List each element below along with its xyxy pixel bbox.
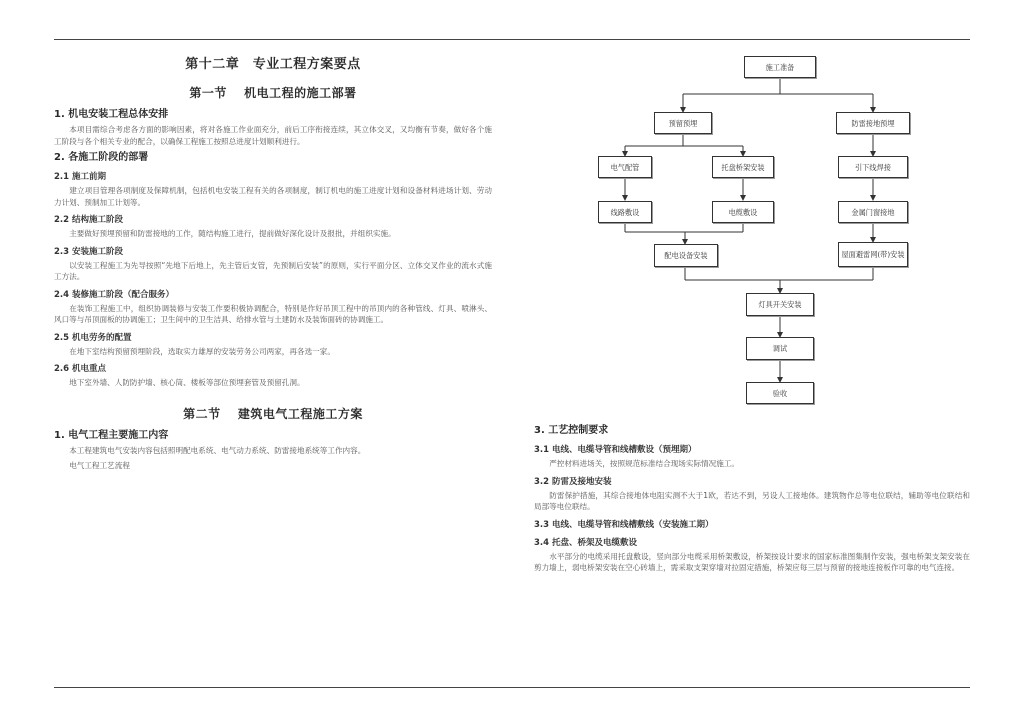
heading-conduit-installation: 3.3 电线、电缆导管和线槽敷线（安装施工期）: [534, 519, 714, 530]
heading-process-control: 3. 工艺控制要求: [534, 425, 609, 436]
heading-conduit-embedding: 3.1 电线、电缆导管和线槽敷设（预埋期）: [534, 445, 697, 455]
paragraph-conduit-embedding: 严控材料进场关，按照规范标准结合现场实际情况施工。: [549, 459, 740, 468]
paragraph-decoration-stage: 在装饰工程施工中，组织协调装修与安装工作要积极协调配合，特别是作好吊顶工程中的吊顶内的各种管线、灯具、喷淋头、风口等与吊顶面板的协调施工；卫生间中的卫生洁具、给排水管与土建防水及装饰面砖的协调施工。: [54, 303, 492, 324]
paragraph-overall-arrangement: 本项目需综合考虑各方面的影响因素，将对各施工作业面充分，前后工序衔接连续，其立体交叉，又均衡有节奏，做好各个施工阶段与各个相关专业的配合，以确保工程施工按照总进度计划顺利进行。: [54, 125, 492, 146]
heading-structure-stage: 2.2 结构施工阶段: [54, 215, 124, 225]
flow-node-acceptance: 验收: [746, 382, 814, 404]
heading-decoration-stage: 2.4 装修施工阶段（配合服务）: [54, 289, 175, 300]
flow-node-cable-laying: 电缆敷设: [712, 201, 774, 223]
heading-tray-cable: 3.4 托盘、桥架及电缆敷设: [534, 537, 638, 548]
flow-node-wiring: 线路敷设: [598, 201, 652, 223]
section-title-2: 第二节 建筑电气工程施工方案: [183, 406, 363, 421]
heading-stage-deployment: 2. 各施工阶段的部署: [54, 152, 149, 163]
paragraph-labor-allocation: 在地下室结构预留预埋阶段，选取实力雄厚的安装劳务公司两家，再各选一家。: [69, 346, 335, 356]
electrical-process-flowchart: [540, 46, 970, 416]
heading-key-points: 2.6 机电重点: [54, 364, 107, 374]
paragraph-key-points: 地下室外墙、人防防护墙、核心筒、楼板等部位预埋套管及预留孔洞。: [69, 378, 305, 387]
heading-pre-construction: 2.1 施工前期: [54, 172, 107, 182]
paragraph-pre-construction: 建立项目管理各项制度及保障机制，包括机电安装工程有关的各项制度，制订机电的施工进度计划和设备材料进场计划、劳动力计划、预制加工计划等。: [54, 186, 492, 207]
paragraph-tray-cable: 水平部分的电缆采用托盘敷设，竖向部分电缆采用桥架敷设，桥架按设计要求的国家标准图集制作安装，强电桥架支架安装在剪力墙上，弱电桥架安装在空心砖墙上，需采取支架穿墙对拉固定措施，桥架应每三层与预留的接地连接板作可靠的电气连接。: [534, 551, 970, 572]
heading-installation-stage: 2.3 安装施工阶段: [54, 246, 124, 257]
flow-node-conduit: 电气配管: [598, 156, 652, 178]
flow-node-cable-tray: 托盘桥架安装: [712, 156, 774, 178]
flow-node-start: 施工准备: [744, 56, 816, 78]
flow-node-embedding: 预留预埋: [654, 112, 712, 134]
left-column: [54, 50, 492, 472]
flow-node-down-conductor: 引下线焊接: [838, 156, 908, 178]
flowchart-connectors: [540, 46, 970, 416]
flow-node-window-grounding: 金属门窗接地: [838, 201, 908, 223]
paragraph-lightning-grounding: 防雷保护措施，其综合接地体电阻实测不大于1欧，若达不到，另设人工接地体。建筑物作总等电位联结，辅助等电位联结和局部等电位联结。: [534, 490, 970, 511]
heading-electrical-content: 1. 电气工程主要施工内容: [54, 429, 169, 441]
right-column: [534, 420, 970, 574]
paragraph-electrical-flow-label: 电气工程工艺流程: [69, 461, 130, 470]
paragraph-installation-stage: 以安装工程施工为先导按照“先地下后地上，先主管后支管，先预制后安装”的原则，实行平面分区、立体交叉作业的流水式施工方法。: [54, 260, 492, 281]
flow-node-debugging: 调试: [746, 337, 814, 360]
paragraph-structure-stage: 主要做好预埋预留和防雷接地的工作，随结构施工进行，提前做好深化设计及报批，并组织实施。: [69, 229, 396, 238]
chapter-title: 第十二章 专业工程方案要点: [185, 57, 361, 72]
heading-lightning-grounding: 3.2 防雷及接地安装: [534, 476, 612, 487]
flow-node-lightning-grounding: 防雷接地预埋: [836, 112, 910, 134]
flow-node-lamp-switch: 灯具开关安装: [746, 293, 814, 316]
bottom-rule: [54, 687, 970, 688]
section-title-1: 第一节 机电工程的施工部署: [189, 86, 357, 100]
heading-overall-arrangement: 1. 机电安装工程总体安排: [54, 109, 169, 120]
flow-node-roof-lightning-net: 屋面避雷网(带)安装: [838, 242, 908, 267]
top-rule: [54, 39, 970, 40]
heading-labor-allocation: 2.5 机电劳务的配置: [54, 332, 132, 343]
paragraph-electrical-content: 本工程建筑电气安装内容包括照明配电系统、电气动力系统、防雷接地系统等工作内容。: [69, 445, 366, 455]
flow-node-distribution: 配电设备安装: [654, 244, 718, 267]
